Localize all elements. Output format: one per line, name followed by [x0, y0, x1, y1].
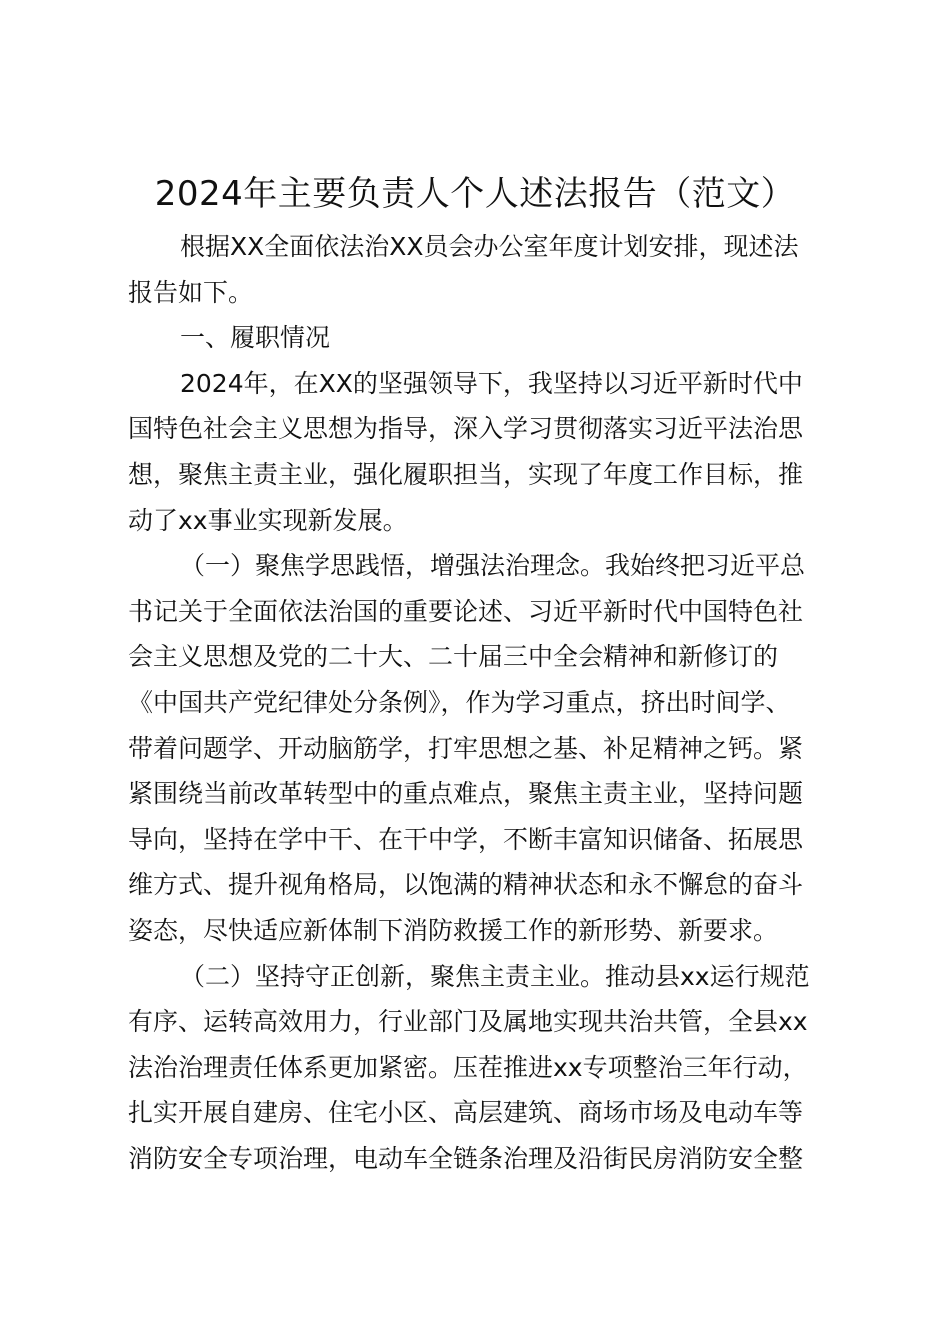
body-line: （二）坚持守正创新，聚焦主责主业。推动县xx运行规范: [180, 961, 810, 991]
body-line: 紧围绕当前改革转型中的重点难点，聚焦主责主业，坚持问题: [128, 779, 804, 809]
document-title: 2024年主要负责人个人述法报告（范文）: [154, 174, 796, 214]
body-line: 导向，坚持在学中干、在干中学，不断丰富知识储备、拓展思: [128, 824, 804, 854]
body-line: 动了xx事业实现新发展。: [128, 505, 408, 535]
body-line: 法治治理责任体系更加紧密。压茬推进xx专项整治三年行动，: [128, 1052, 808, 1082]
body-line: （一）聚焦学思践悟，增强法治理念。我始终把习近平总: [180, 551, 806, 581]
body-line: 带着问题学、开动脑筋学，打牢思想之基、补足精神之钙。紧: [128, 733, 804, 763]
body-line: 国特色社会主义思想为指导，深入学习贯彻落实习近平法治思: [128, 414, 804, 444]
body-line: 书记关于全面依法治国的重要论述、习近平新时代中国特色社: [128, 596, 804, 626]
body-line: 扎实开展自建房、住宅小区、高层建筑、商场市场及电动车等: [128, 1098, 804, 1128]
section-heading: 一、履职情况: [180, 323, 331, 353]
body-line: 姿态，尽快适应新体制下消防救援工作的新形势、新要求。: [128, 915, 779, 945]
body-line: 根据XX全面依法治XX员会办公室年度计划安排，现述法: [180, 232, 799, 261]
document-body: [128, 224, 830, 1181]
body-line: 消防安全专项治理，电动车全链条治理及沿街民房消防安全整: [128, 1143, 804, 1173]
body-line: 《中国共产党纪律处分条例》，作为学习重点，挤出时间学、: [128, 687, 791, 717]
body-line: 有序、运转高效用力，行业部门及属地实现共治共管，全县xx: [128, 1007, 808, 1037]
body-line: 2024年，在XX的坚强领导下，我坚持以习近平新时代中: [180, 368, 803, 398]
body-line: 会主义思想及党的二十大、二十届三中全会精神和新修订的: [128, 642, 779, 672]
body-line: 想，聚焦主责主业，强化履职担当，实现了年度工作目标，推: [128, 459, 804, 489]
body-line: 维方式、提升视角格局，以饱满的精神状态和永不懈怠的奋斗: [128, 870, 804, 900]
body-line: 报告如下。: [128, 277, 254, 307]
